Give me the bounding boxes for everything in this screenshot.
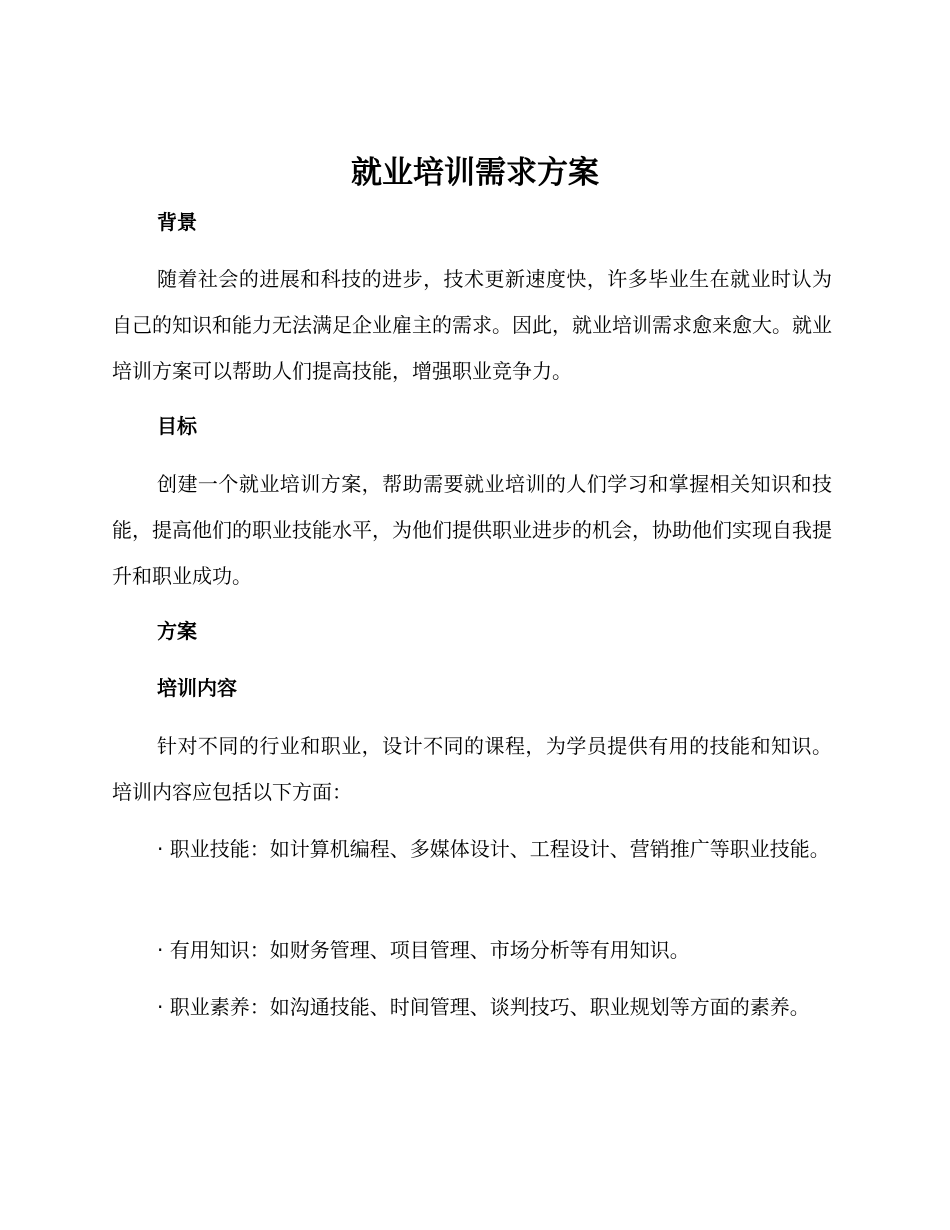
section-heading-plan: 方案 [157, 619, 197, 643]
section-heading-goal: 目标 [157, 414, 197, 438]
document-title: 就业培训需求方案 [351, 155, 599, 191]
paragraph-training-content: 针对不同的行业和职业，设计不同的课程，为学员提供有用的技能和知识。培训内容应包括以下方面： [112, 734, 832, 804]
bullet-item-knowledge: · 有用知识：如财务管理、项目管理、市场分析等有用知识。 [157, 938, 690, 962]
bullet-item-skills: · 职业技能：如计算机编程、多媒体设计、工程设计、营销推广等职业技能。 [157, 837, 830, 861]
section-heading-training-content: 培训内容 [157, 676, 237, 700]
bullet-item-qualities: · 职业素养：如沟通技能、时间管理、谈判技巧、职业规划等方面的素养。 [157, 995, 810, 1019]
paragraph-goal: 创建一个就业培训方案，帮助需要就业培训的人们学习和掌握相关知识和技能，提高他们的职业技能水平，为他们提供职业进步的机会，协助他们实现自我提升和职业成功。 [112, 472, 832, 588]
section-heading-background: 背景 [157, 210, 197, 234]
paragraph-background: 随着社会的进展和科技的进步，技术更新速度快，许多毕业生在就业时认为自己的知识和能力无法满足企业雇主的需求。因此，就业培训需求愈来愈大。就业培训方案可以帮助人们提高技能，增强职业竞争力。 [112, 267, 832, 383]
